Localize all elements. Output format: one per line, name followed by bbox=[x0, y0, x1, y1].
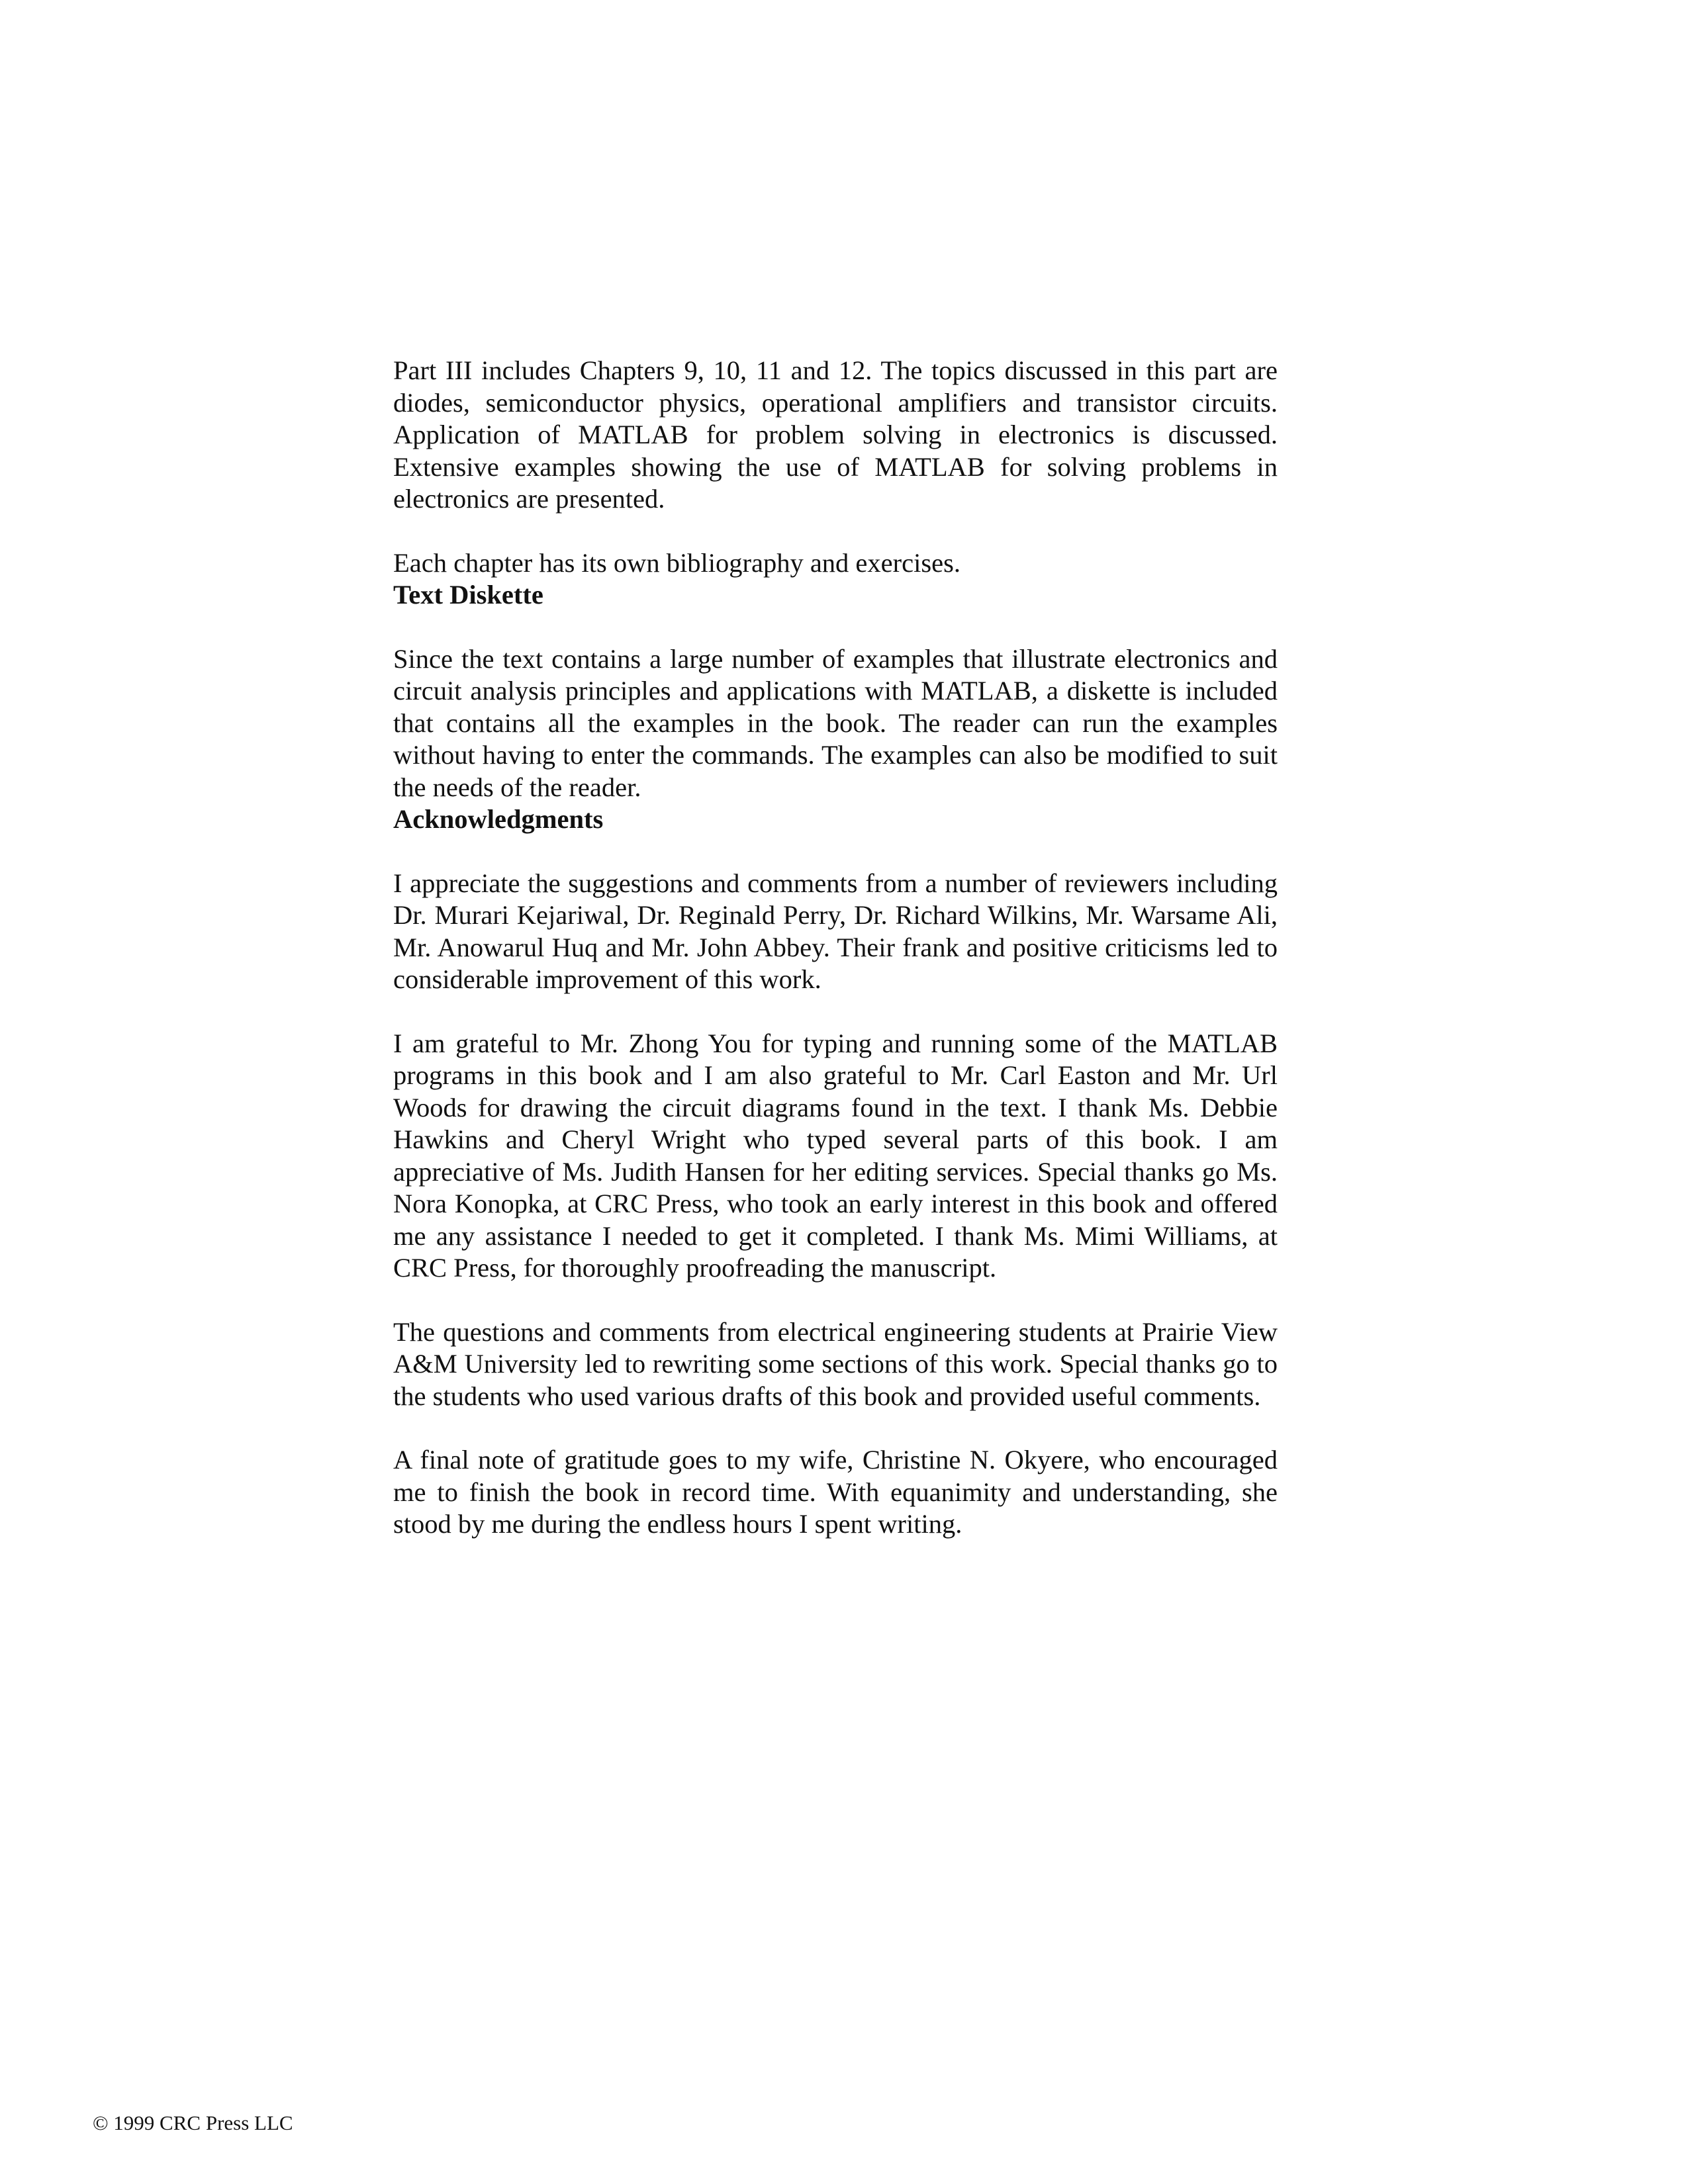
page-body bbox=[393, 355, 1278, 1541]
acknowledgments-family-paragraph: A final note of gratitude goes to my wife, Christine N. Okyere, who encouraged me to finish the book in record time. With equanimity and understanding, she stood by me during the endless hours I spent writing. bbox=[393, 1445, 1278, 1539]
acknowledgments-staff-paragraph: I am grateful to Mr. Zhong You for typing and running some of the MATLAB programs in this book and I am also grateful to Mr. Carl Easton and Mr. Url Woods for drawing the circuit diagrams found in the text. I thank Ms. Debbie Hawkins and Cheryl Wright who typed several parts of this book. I am appreciative of Ms. Judith Hansen for her editing services. Special thanks go Ms. Nora Konopka, at CRC Press, who took an early interest in this book and offered me any assistance I needed to get it completed. I thank Ms. Mimi Williams, at CRC Press, for thoroughly proofreading the manuscript. bbox=[393, 1028, 1278, 1283]
text-diskette-paragraph: Since the text contains a large number of examples that illustrate electronics and circuit analysis principles and applications with MATLAB, a diskette is included that contains all the examples in the book. The reader can run the examples without having to enter the commands. The examples can also be modified to suit the needs of the reader. bbox=[393, 643, 1278, 802]
text-diskette-heading: Text Diskette bbox=[393, 580, 543, 610]
copyright-footer: © 1999 CRC Press LLC bbox=[93, 2111, 293, 2134]
part-three-paragraph: Part III includes Chapters 9, 10, 11 and 12. The topics discussed in this part are diodes, semiconductor physics, operational amplifiers and transistor circuits. Application of MATLAB for problem solving in electronics is discussed. Extensive examples showing the use of MATLAB for solving problems in electronics are presented. bbox=[393, 355, 1278, 514]
acknowledgments-heading: Acknowledgments bbox=[393, 804, 604, 834]
bibliography-paragraph: Each chapter has its own bibliography and exercises. bbox=[393, 547, 961, 578]
acknowledgments-students-paragraph: The questions and comments from electrical engineering students at Prairie View A&M University led to rewriting some sections of this work. Special thanks go to the students who used various drafts of this book and provided useful comments. bbox=[393, 1316, 1278, 1411]
acknowledgments-reviewers-paragraph: I appreciate the suggestions and comments from a number of reviewers including Dr. Murari Kejariwal, Dr. Reginald Perry, Dr. Richard Wilkins, Mr. Warsame Ali, Mr. Anowarul Huq and Mr. John Abbey. Their frank and positive criticisms led to considerable improvement of this work. bbox=[393, 868, 1278, 994]
